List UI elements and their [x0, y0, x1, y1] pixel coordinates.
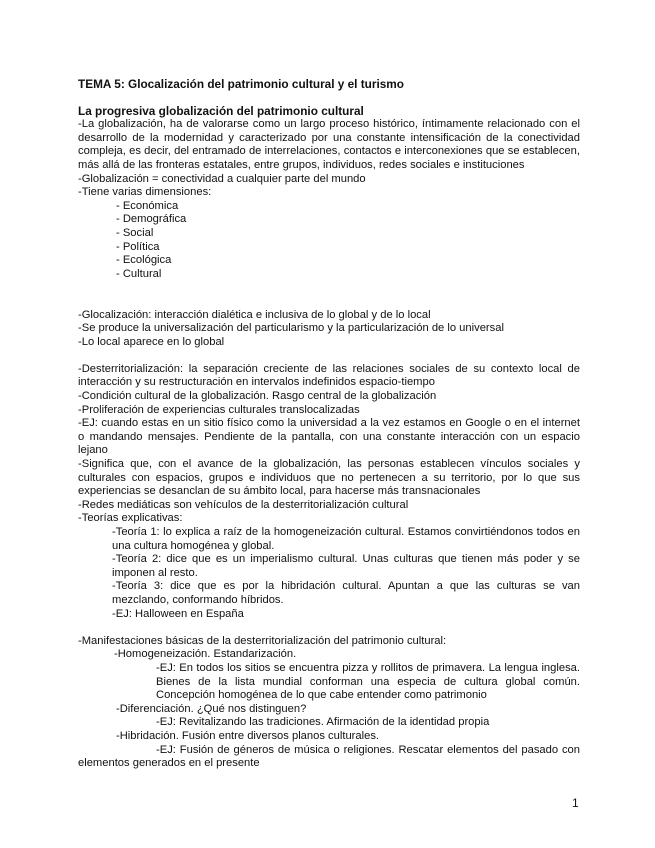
list-item: - Económica	[116, 199, 179, 212]
paragraph: -Lo local aparece en lo global	[78, 335, 225, 348]
paragraph: -Globalización = conectividad a cualquier parte del mundo	[78, 172, 366, 185]
paragraph: -Teorías explicativas:	[78, 512, 183, 525]
page-content	[78, 78, 580, 771]
spacer	[78, 349, 580, 363]
list-item: -Diferenciación. ¿Qué nos distinguen?	[116, 702, 307, 715]
page-number: 1	[572, 796, 579, 810]
list-item: -Teoría 3: dice que es por la hibridación cultural. Apuntan a que las culturas se van mezclando, conformando híbridos.	[112, 580, 580, 606]
list-item: -Teoría 1: lo explica a raíz de la homogeneización cultural. Estamos convirtiéndonos todos en una cultura homogénea y global.	[112, 526, 580, 552]
spacer	[78, 621, 580, 635]
list-item: - Demográfica	[116, 213, 187, 226]
paragraph: -Proliferación de experiencias culturales translocalizadas	[78, 403, 360, 416]
spacer	[78, 281, 580, 295]
paragraph: -Condición cultural de la globalización. Rasgo central de la globalización	[78, 390, 437, 403]
example-text: -EJ: Revitalizando las tradiciones. Afirmación de la identidad propia	[156, 716, 490, 729]
list-item: -Homogeneización. Estandarización.	[114, 648, 297, 661]
example-text: -EJ: Fusión de géneros de música o religiones. Rescatar elementos del pasado con elementos generados en el presente	[78, 743, 580, 770]
paragraph: -Significa que, con el avance de la globalización, las personas establecen vínculos sociales y culturales con espacios, grupos e individuos que no pertenecen a su territorio, por lo que sus experiencias se desanclan de su ámbito local, para hacerse más transnacionales	[78, 458, 580, 498]
spacer	[78, 295, 580, 309]
paragraph: -Desterritorialización: la separación creciente de las relaciones sociales de su contexto local de interacción y su restructuración en intervalos indefinidos espacio-tiempo	[78, 362, 580, 389]
theories-list	[78, 526, 580, 621]
paragraph: -EJ: cuando estas en un sitio físico como la universidad a la vez estamos en Google o en el internet o mandando mensajes. Pendiente de la pantalla, con una constante interacción con un espacio lejano	[78, 417, 580, 457]
document-title: TEMA 5: Glocalización del patrimonio cultural y el turismo	[78, 77, 404, 91]
list-item: -Hibridación. Fusión entre diversos planos culturales.	[116, 729, 380, 742]
list-item: -EJ: Halloween en España	[112, 607, 244, 620]
intro-paragraph: -La globalización, ha de valorarse como un largo proceso histórico, íntimamente relacionado con el desarrollo de la modernidad y caracterizado por una constante intensificación de la conectividad compleja, es decir, del entramado de interrelaciones, contactos e interconexiones que se establecen, más allá de las fronteras estatales, entre grupos, individuos, redes sociales e instituciones	[78, 118, 580, 171]
example-text: -EJ: En todos los sitios se encuentra pizza y rollitos de primavera. La lengua inglesa. Bienes de la lista mundial conforman una especia de cultura global común. Concepción homogénea de lo que cabe entender como patrimonio	[156, 661, 580, 702]
paragraph: -Glocalización: interacción dialética e inclusiva de lo global y de lo local	[78, 308, 431, 321]
paragraph: -Tiene varias dimensiones:	[78, 186, 212, 199]
list-item: - Política	[116, 240, 160, 253]
paragraph: -Se produce la universalización del particularismo y la particularización de lo universal	[78, 322, 504, 335]
list-item: - Ecológica	[116, 254, 172, 267]
list-item: - Social	[116, 226, 154, 239]
list-item: - Cultural	[116, 267, 162, 280]
manifestations-heading: -Manifestaciones básicas de la desterritorialización del patrimonio cultural:	[78, 634, 447, 647]
section-title: La progresiva globalización del patrimonio cultural	[78, 103, 364, 118]
paragraph: -Redes mediáticas son vehículos de la desterritorialización cultural	[78, 498, 409, 511]
list-item: -Teoría 2: dice que es un imperialismo cultural. Unas culturas que tienen más poder y se imponen al resto.	[112, 553, 580, 579]
dimensions-list	[78, 200, 580, 282]
